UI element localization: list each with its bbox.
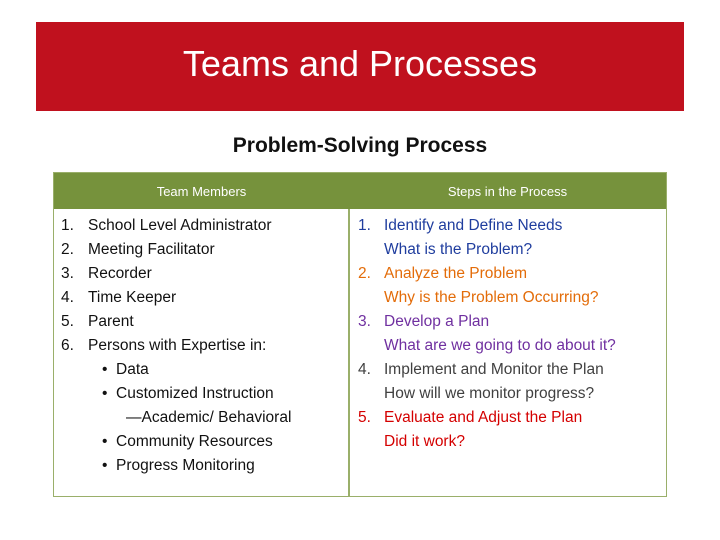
step-number: 5.	[358, 409, 371, 426]
step-item	[350, 406, 666, 430]
step-question-text: What are we going to do about it?	[384, 337, 616, 354]
team-members-column	[54, 209, 348, 478]
step-number: 1.	[358, 217, 371, 234]
step-label: Develop a Plan	[384, 313, 490, 330]
bullet-icon: •	[102, 385, 108, 402]
header-team-members: Team Members	[156, 183, 247, 199]
title-banner	[36, 22, 684, 111]
step-question	[350, 430, 666, 454]
step-number: 3.	[358, 313, 371, 330]
step-number: 4.	[358, 361, 371, 378]
item-text: Parent	[88, 313, 134, 330]
item-number: 2.	[61, 241, 74, 258]
step-item	[350, 214, 666, 238]
team-member-item	[54, 238, 348, 262]
item-number: 4.	[61, 289, 74, 306]
team-member-item	[54, 334, 348, 358]
expertise-item	[54, 358, 348, 382]
step-question-text: How will we monitor progress?	[384, 385, 595, 402]
header-steps: Steps in the Process	[447, 183, 568, 199]
bullet-icon: •	[102, 457, 108, 474]
slide-subtitle: Problem-Solving Process	[232, 134, 488, 157]
slide-title: Teams and Processes	[182, 42, 538, 84]
expertise-subitem	[54, 406, 348, 430]
expertise-item	[54, 454, 348, 478]
step-item	[350, 262, 666, 286]
item-number: 1.	[61, 217, 74, 234]
steps-column	[350, 209, 666, 454]
step-question	[350, 286, 666, 310]
item-text: Persons with Expertise in:	[88, 337, 267, 354]
bullet-icon: •	[102, 361, 108, 378]
team-member-item	[54, 286, 348, 310]
item-text: School Level Administrator	[88, 217, 272, 234]
step-label: Identify and Define Needs	[384, 217, 563, 234]
step-item	[350, 358, 666, 382]
process-table	[53, 172, 667, 497]
team-member-item	[54, 262, 348, 286]
item-text: Time Keeper	[88, 289, 177, 306]
step-question	[350, 382, 666, 406]
item-text: Meeting Facilitator	[88, 241, 215, 258]
item-number: 6.	[61, 337, 74, 354]
table-header-row	[54, 173, 666, 209]
item-number: 5.	[61, 313, 74, 330]
item-text: Progress Monitoring	[116, 457, 255, 474]
item-text: Data	[116, 361, 149, 378]
team-member-item	[54, 310, 348, 334]
step-question	[350, 238, 666, 262]
expertise-item	[54, 382, 348, 406]
step-question-text: What is the Problem?	[384, 241, 533, 258]
step-question-text: Did it work?	[384, 433, 465, 450]
step-item	[350, 310, 666, 334]
step-label: Implement and Monitor the Plan	[384, 361, 604, 378]
expertise-item	[54, 430, 348, 454]
step-question-text: Why is the Problem Occurring?	[384, 289, 599, 306]
item-text: —Academic/ Behavioral	[126, 409, 292, 426]
team-member-item	[54, 214, 348, 238]
step-label: Analyze the Problem	[384, 265, 528, 282]
item-text: Community Resources	[116, 433, 273, 450]
item-text: Recorder	[88, 265, 152, 282]
step-number: 2.	[358, 265, 371, 282]
step-label: Evaluate and Adjust the Plan	[384, 409, 583, 426]
item-number: 3.	[61, 265, 74, 282]
step-question	[350, 334, 666, 358]
item-text: Customized Instruction	[116, 385, 274, 402]
bullet-icon: •	[102, 433, 108, 450]
